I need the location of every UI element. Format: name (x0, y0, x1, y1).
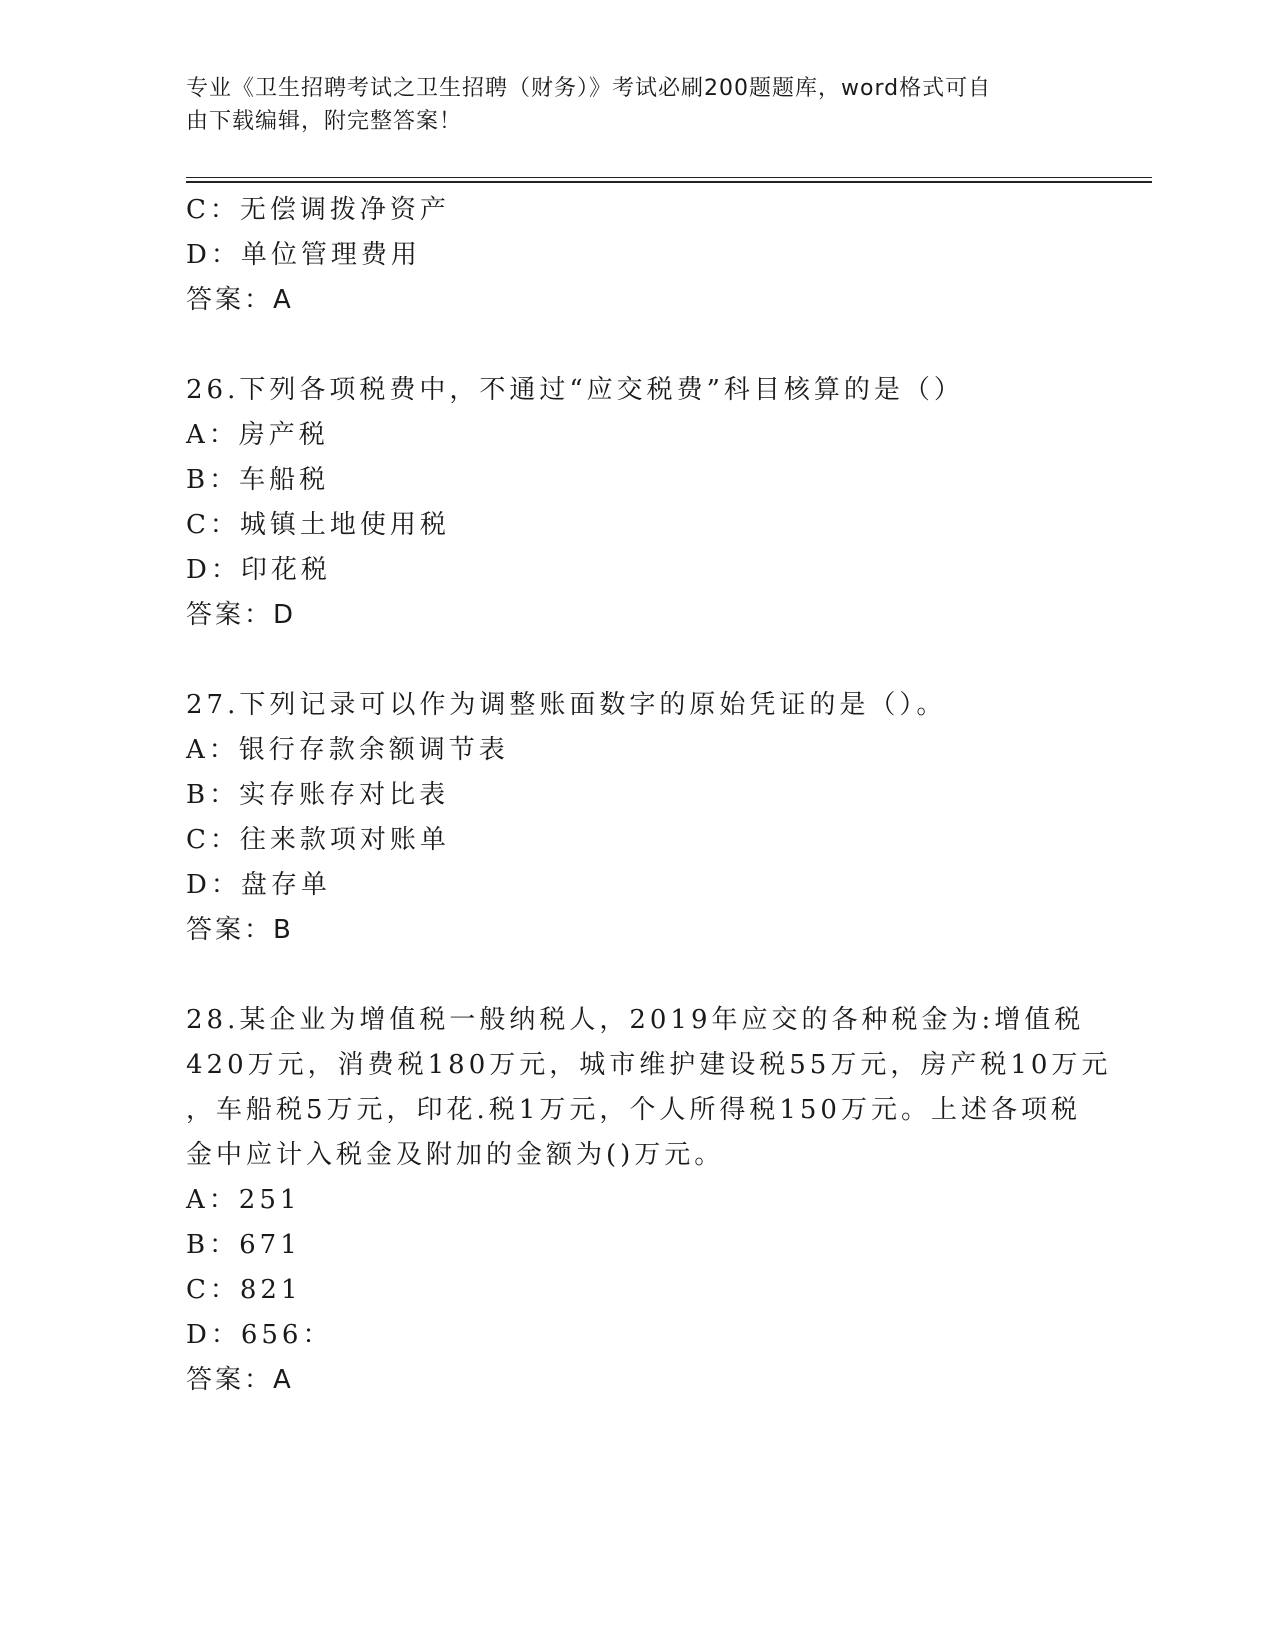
option-c: C：821 (186, 1275, 302, 1305)
spacer (186, 953, 1086, 998)
answer: 答案：B (186, 915, 294, 945)
option-a: A：银行存款余额调节表 (186, 735, 509, 765)
option-d: D：656： (186, 1320, 333, 1350)
question-stem: 27.下列记录可以作为调整账面数字的原始凭证的是（）。 (186, 690, 947, 720)
option-a: A：房产税 (186, 420, 329, 450)
option-c: C：无偿调拨净资产 (186, 195, 450, 225)
question-stem-line: ，车船税5万元，印花.税1万元，个人所得税150万元。上述各项税 (186, 1095, 1081, 1125)
option-b: B：车船税 (186, 465, 330, 495)
option-d: D：单位管理费用 (186, 240, 421, 270)
question-stem-line: 28.某企业为增值税一般纳税人，2019年应交的各种税金为:增值税 (186, 1005, 1085, 1035)
option-c: C：城镇土地使用税 (186, 510, 450, 540)
question-28 (186, 998, 1112, 1403)
spacer (186, 323, 1086, 368)
answer: 答案：D (186, 600, 297, 630)
header-divider-thin (186, 177, 1152, 178)
option-c: C：往来款项对账单 (186, 825, 450, 855)
option-d: D：印花税 (186, 555, 331, 585)
option-d: D：盘存单 (186, 870, 331, 900)
question-stem-line: 金中应计入税金及附加的金额为()万元。 (186, 1140, 725, 1170)
answer: 答案：A (186, 285, 294, 315)
question-stem: 26.下列各项税费中，不通过“应交税费”科目核算的是（） (186, 375, 964, 405)
question-stem-line: 420万元，消费税180万元，城市维护建设税55万元，房产税10万元 (186, 1050, 1112, 1080)
header-line-2: 由下载编辑，附完整答案！ (186, 109, 463, 134)
option-b: B：实存账存对比表 (186, 780, 450, 810)
question-25-tail (186, 188, 1086, 323)
option-a: A：251 (186, 1185, 301, 1215)
answer: 答案：A (186, 1365, 294, 1395)
spacer (186, 638, 1086, 683)
header-line-1: 专业《卫生招聘考试之卫生招聘（财务）》考试必刷200题题库，word格式可自 (186, 76, 992, 101)
question-27 (186, 683, 1086, 953)
question-26 (186, 368, 1086, 638)
header-divider-thick (186, 181, 1152, 183)
document-header (186, 72, 1086, 138)
question-list (186, 188, 1112, 1403)
option-b: B：671 (186, 1230, 301, 1260)
